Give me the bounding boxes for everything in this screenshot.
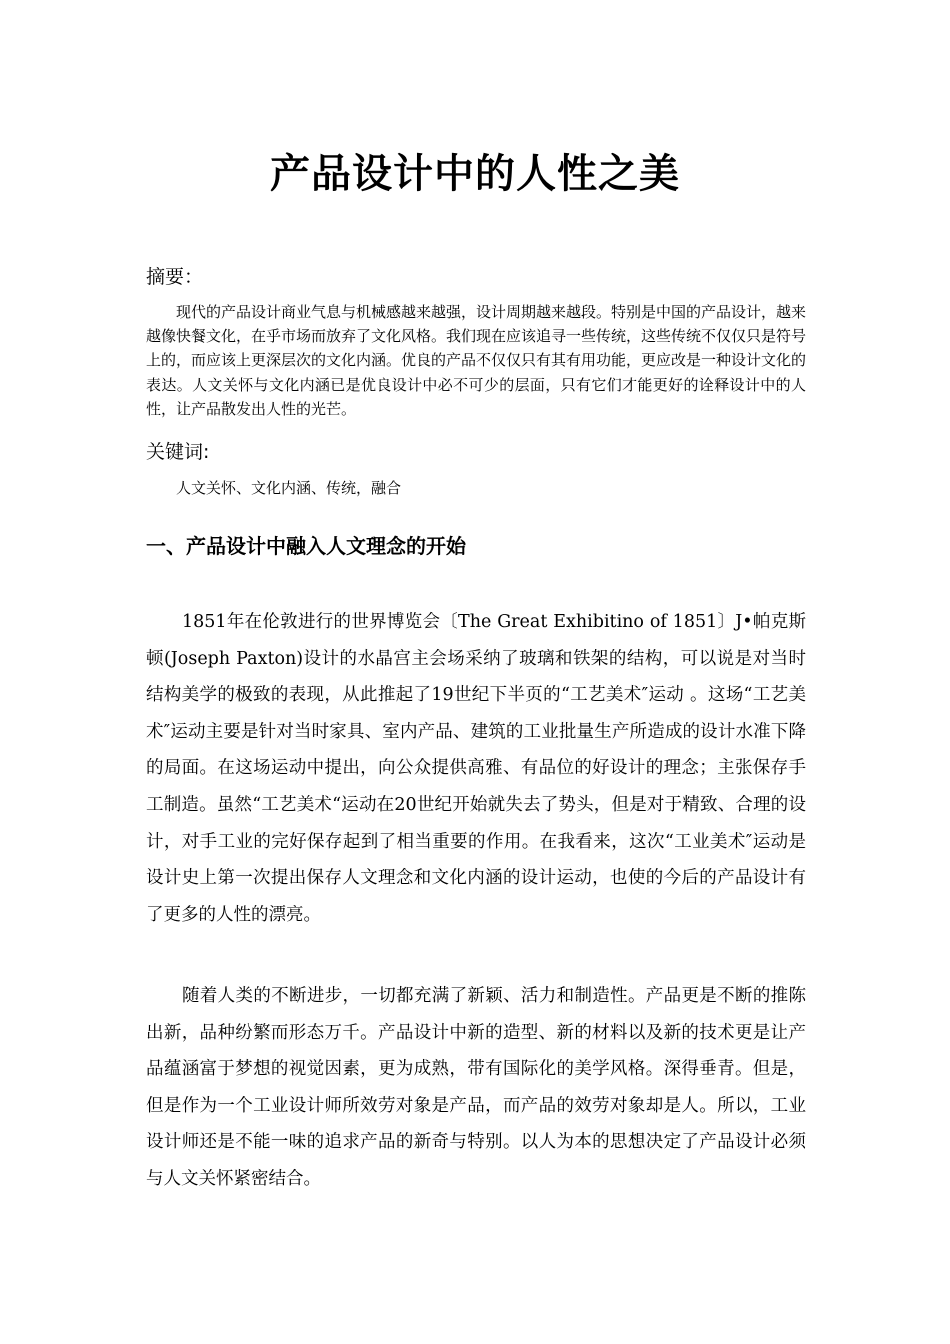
body-paragraph: 随着人类的不断进步，一切都充满了新颖、活力和制造性。产品更是不断的推陈出新，品种纷繁而形态万千。产品设计中新的造型、新的材料以及新的技术更是让产品蕴涵富于梦想的视觉因素，更为成熟，带有国际化的美学风格。深得垂青。但是，但是作为一个工业设计师所效劳对象是产品，而产品的效劳对象却是人。所以，工业设计师还是不能一味的追求产品的新奇与特别。以人为本的思想决定了产品设计必须与人文关怀紧密结合。: [146, 986, 806, 1189]
body-paragraph: 1851年在伦敦进行的世界博览会〔The Great Exhibitino of 1851〕J•帕克斯顿(Joseph Paxton)设计的水晶宫主会场采纳了玻璃和铁架的结构，可以说是对当时结构美学的极致的表现，从此推起了19世纪下半页的“工艺美术″运动 。这场“工艺美术″运动主要是针对当时家具、室内产品、建筑的工业批量生产所造成的设计水准下降的局面。在这场运动中提出，向公众提供高雅、有品位的好设计的理念；主张保存手工制造。虽然“工艺美术“运动在20世纪开始就失去了势头，但是对于精致、合理的设计，对手工业的完好保存起到了相当重要的作用。在我看来，这次“工业美术″运动是设计史上第一次提出保存人文理念和文化内涵的设计运动，也使的今后的产品设计有了更多的人性的漂亮。: [146, 612, 806, 925]
document-title: 产品设计中的人性之美: [270, 151, 680, 197]
keywords-text: 人文关怀、文化内涵、传统，融合: [176, 479, 402, 497]
section-heading: 一、产品设计中融入人文理念的开始: [146, 534, 466, 558]
abstract-text: 现代的产品设计商业气息与机械感越来越强，设计周期越来越段。特别是中国的产品设计，越来越像快餐文化，在乎市场而放弃了文化风格。我们现在应该追寻一些传统，这些传统不仅仅只是符号上的，而应该上更深层次的文化内涵。优良的产品不仅仅只有其有用功能，更应改是一种设计文化的表达。人文关怀与文化内涵已是优良设计中必不可少的层面，只有它们才能更好的诠释设计中的人性，让产品散发出人性的光芒。: [146, 303, 807, 418]
abstract-label: 摘要：: [146, 266, 204, 288]
keywords-label: 关键词:: [146, 441, 210, 463]
